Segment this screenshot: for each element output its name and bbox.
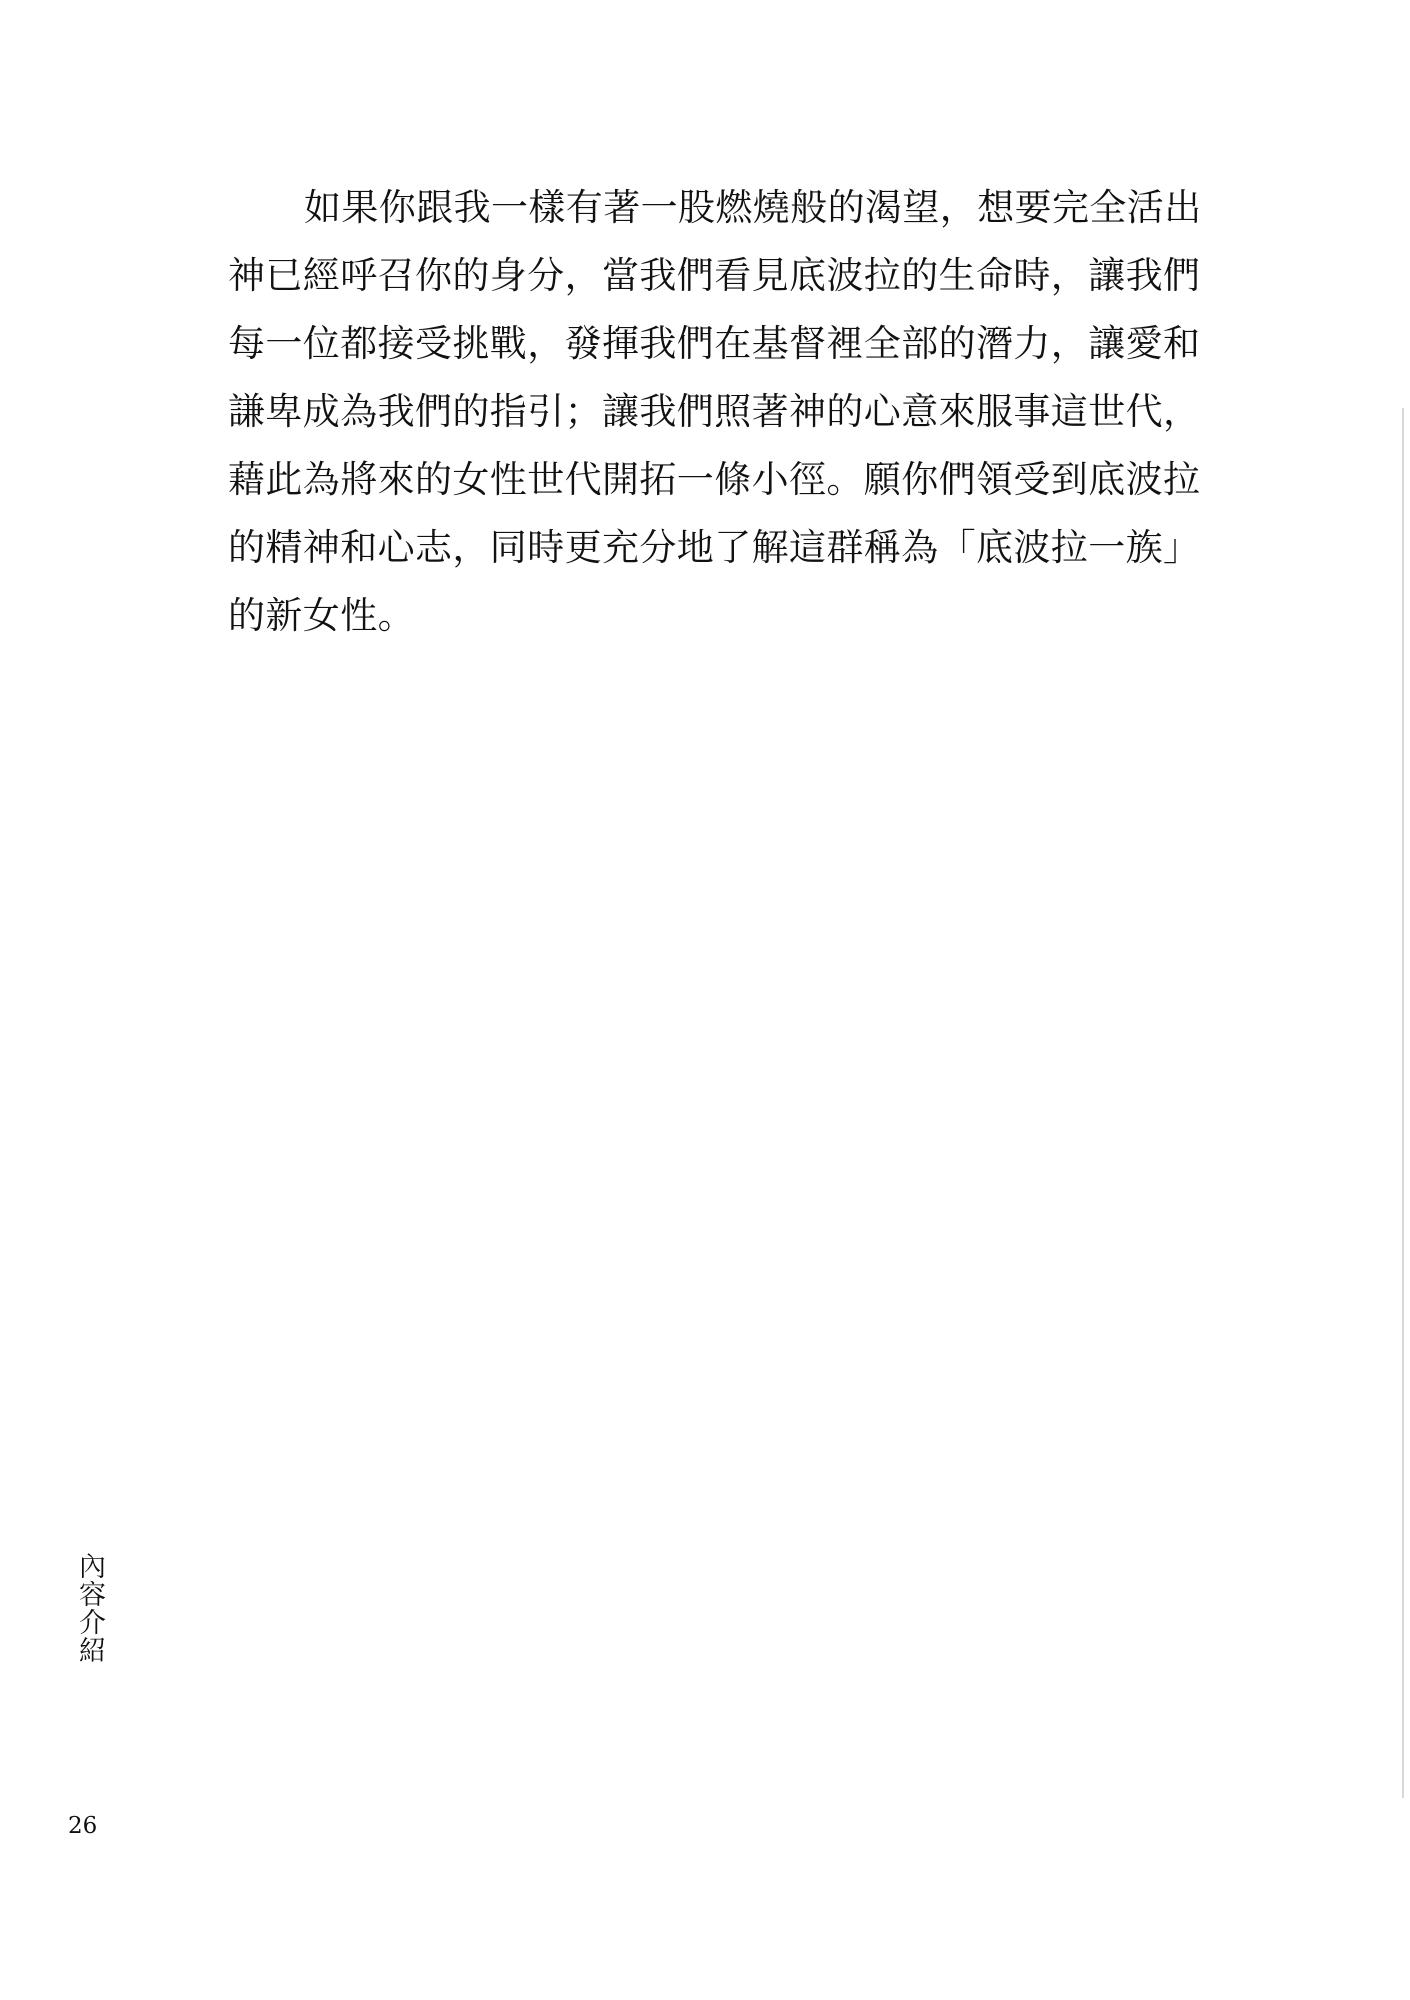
page-number: 26 bbox=[68, 1813, 98, 1839]
body-paragraph bbox=[228, 174, 1240, 650]
paragraph-line-6: 的精神和心志，同時更充分地了解這群稱為「底波拉一族」 bbox=[228, 526, 1201, 569]
section-side-label: 內容介紹 bbox=[74, 1552, 105, 1664]
paragraph-line-1: 如果你跟我一樣有著一股燃燒般的渴望，想要完全活出 bbox=[304, 186, 1202, 229]
paragraph-line-7: 的新女性。 bbox=[228, 594, 415, 637]
paragraph-line-2: 神已經呼召你的身分，當我們看見底波拉的生命時，讓我們 bbox=[228, 254, 1201, 297]
paragraph-line-5: 藉此為將來的女性世代開拓一條小徑。願你們領受到底波拉 bbox=[228, 458, 1201, 501]
paragraph-line-4: 謙卑成為我們的指引；讓我們照著神的心意來服事這世代， bbox=[228, 390, 1201, 433]
page-edge-line bbox=[1402, 408, 1404, 1798]
paragraph-line-3: 每一位都接受挑戰，發揮我們在基督裡全部的潛力，讓愛和 bbox=[228, 322, 1201, 365]
